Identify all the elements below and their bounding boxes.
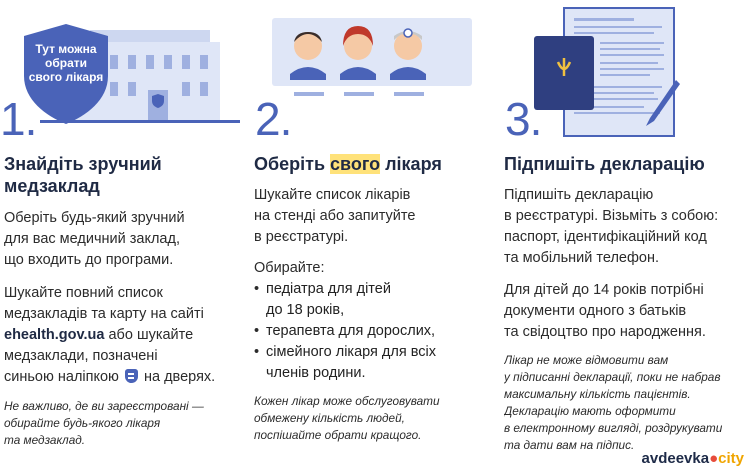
step-note: Лікар не може відмовити вам у підписанні декларації, поки не набрав максимальну кількість пацієнтів. Декларацію мають оформити в електронному вигляді, роздрукувати та дати вам на підпис. (504, 353, 723, 452)
watermark-logo: avdeevka●city (641, 450, 744, 467)
list-item: • педіатра для дітей до 18 років, (254, 279, 436, 321)
ehealth-link[interactable]: ehealth.gov.ua (4, 327, 105, 343)
step-heading: Оберіть свого лікаря (254, 154, 442, 174)
shield-text: Тут можна обрати свого лікаря (28, 42, 104, 84)
step-number: 3. (505, 93, 542, 145)
step-3-column (500, 0, 750, 475)
blue-sticker-icon (125, 369, 138, 383)
step-note: Кожен лікар може обслуговувати обмежену кількість людей, поспішайте обрати кращого. (254, 394, 440, 442)
step-note: Не важливо, де ви зареєстровані — обирайте будь-якого лікаря та медзаклад. (4, 399, 204, 447)
children-info: Для дітей до 14 років потрібні документи одного з батьків та свідоцтво про народження. (504, 282, 706, 340)
step-description: Оберіть будь-який зручний для вас медичний заклад, що входить до програми. (4, 210, 185, 268)
step-2-column (250, 0, 500, 475)
list-item: • сімейного лікаря для всіх членів родини. (254, 342, 436, 384)
step-description: Підпишіть декларацію в реєстратурі. Візьміть з собою: паспорт, ідентифікаційний код та мобільний телефон. (504, 187, 719, 266)
list-item: • терапевта для дорослих, (254, 321, 436, 342)
doctor-types-list (254, 279, 436, 384)
step-heading: Підпишіть декларацію (504, 154, 705, 174)
step-1-column (0, 0, 250, 475)
step-number: 2. (255, 93, 292, 145)
step-search-info: Шукайте повний список медзакладів та карту на сайті ehealth.gov.ua або шукайте медзаклади, позначені синьою наліпкою на дверях. (4, 285, 216, 385)
step-description: Шукайте список лікарів на стенді або запитуйте в реєстратурі. (254, 187, 416, 245)
step-number: 1. (0, 93, 37, 145)
step-heading: Знайдіть зручний медзаклад (4, 154, 162, 196)
choose-label: Обирайте: (254, 260, 325, 276)
